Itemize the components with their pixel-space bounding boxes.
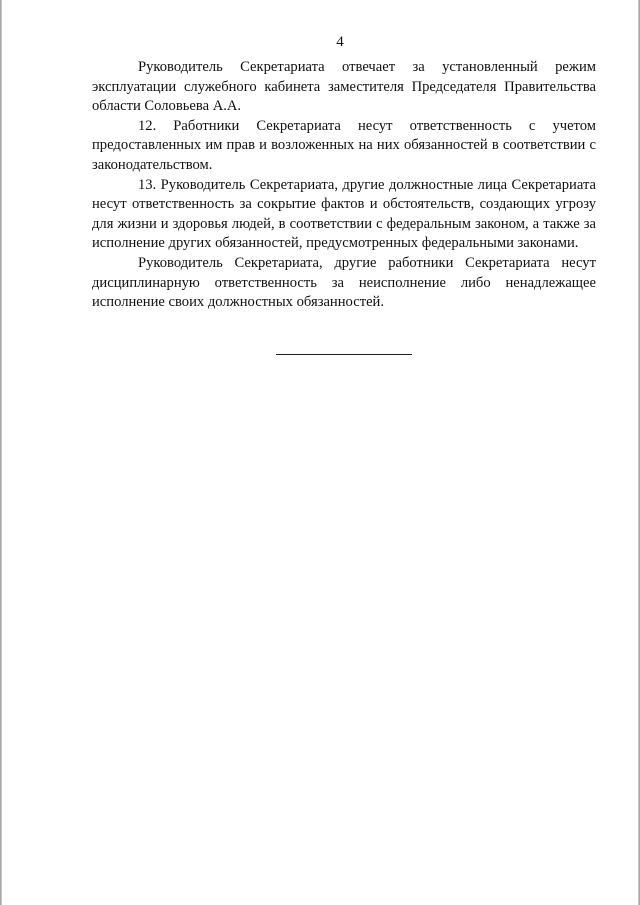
paragraph-12-employees-responsibility: 12. Работники Секретариата несут ответственность с учетом предоставленных им прав и возложенных на них обязанностей в соответствии с законодательством. [92,117,596,173]
scan-edge-left [0,0,2,905]
paragraph-disciplinary-responsibility: Руководитель Секретариата, другие работники Секретариата несут дисциплинарную ответственность за неисполнение либо ненадлежащее исполнение своих должностных обязанностей. [92,254,596,311]
end-of-document-divider [276,354,412,355]
page-number: 4 [336,34,344,50]
document-body [92,58,596,313]
paragraph-13-concealment-responsibility: 13. Руководитель Секретариата, другие должностные лица Секретариата несут ответственность за сокрытие фактов и обстоятельств, создающих угрозу для жизни и здоровья людей, в соответствии с федеральным законом, а также за исполнение других обязанностей, предусмотренных федеральными законами. [92,176,596,252]
paragraph-cabinet-responsibility: Руководитель Секретариата отвечает за установленный режим эксплуатации служебного кабинета заместителя Председателя Правительства области Соловьева А.А. [92,59,596,115]
